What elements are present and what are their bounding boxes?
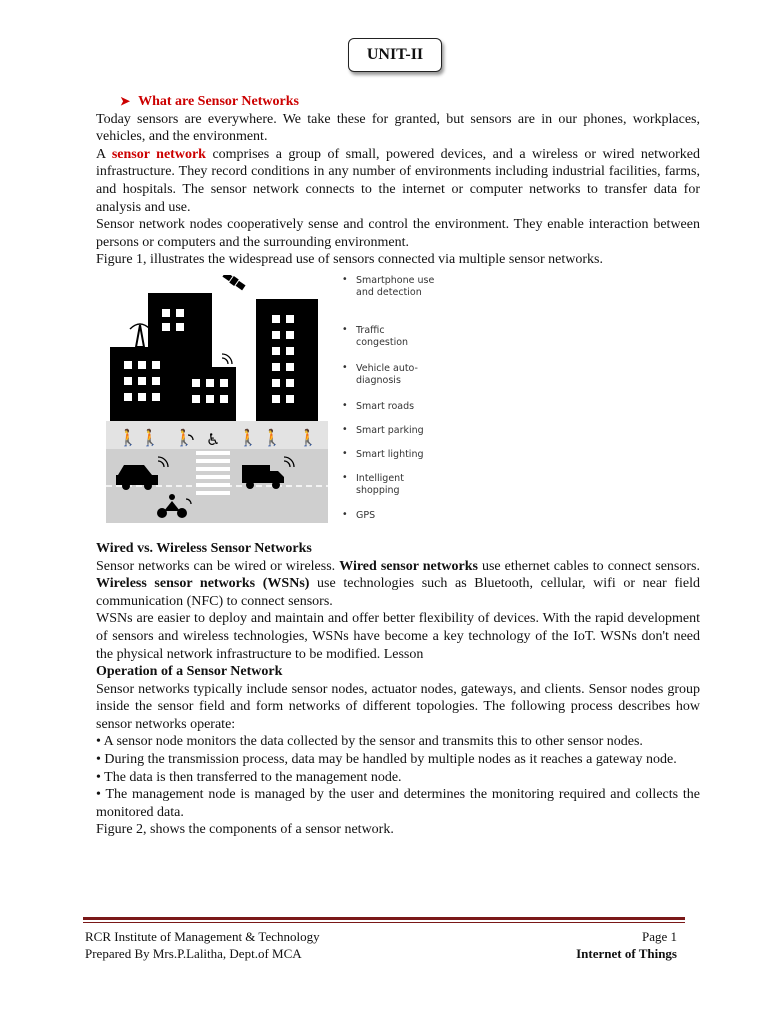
list-item: • Smartphone use and detection [342, 275, 436, 325]
page-footer [85, 928, 677, 962]
footer-subject: Internet of Things [576, 946, 677, 961]
list-item: • Intelligent shopping [342, 473, 436, 510]
svg-text:🚶: 🚶 [118, 427, 138, 447]
svg-text:🚶: 🚶 [140, 427, 160, 447]
figure-1-use-list [342, 275, 436, 524]
figure-1 [96, 275, 700, 540]
bullet-item: • The data is then transferred to the management node. [96, 769, 700, 787]
footer-institute: RCR Institute of Management & Technology [85, 929, 320, 944]
bullet-item: • During the transmission process, data may be handled by multiple nodes as it reaches a gateway node. [96, 751, 700, 769]
section-heading-operation: Operation of a Sensor Network [96, 664, 283, 680]
paragraph-definition: A sensor network comprises a group of small, powered devices, and a wireless or wired networked infrastructure. They record conditions in any number of environments including industrial facilities, farms, and hospitals. The sensor network connects to the internet or computer networks to transfer data for analysis and use. [96, 146, 700, 215]
list-item: • Vehicle auto-diagnosis [342, 363, 436, 401]
section-heading-wired-wireless: Wired vs. Wireless Sensor Networks [96, 540, 312, 556]
list-item: • Smart lighting [342, 449, 436, 473]
svg-text:🚶: 🚶 [238, 427, 258, 447]
arrow-bullet-icon: ➤ [120, 94, 131, 108]
section-heading-sensor-networks [120, 93, 700, 111]
main-content [96, 93, 700, 839]
footer-divider [83, 917, 685, 920]
list-item: • Smart parking [342, 425, 436, 449]
svg-text:🚶: 🚶 [298, 427, 318, 447]
smart-city-illustration [106, 275, 346, 540]
paragraph-wired-wireless: Sensor networks can be wired or wireless. Wired sensor networks use ethernet cables to connect sensors. Wireless sensor networks (WSNs) use technologies such as Bluetooth, cellular, wifi or near field communication (NFC) to connect sensors. [96, 558, 701, 609]
paragraph-figure1-ref: Figure 1, illustrates the widespread use of sensors connected via multiple sensor networks. [96, 252, 603, 268]
list-item: • Traffic congestion [342, 325, 436, 363]
paragraph-figure2-ref: Figure 2, shows the components of a sensor network. [96, 822, 394, 838]
footer-page-number: Page 1 [641, 929, 677, 944]
footer-prepared-by: Prepared By Mrs.P.Lalitha, Dept.of MCA [85, 946, 302, 961]
svg-text:♿: ♿ [206, 429, 221, 449]
list-item: • GPS [342, 510, 436, 524]
svg-text:🚶: 🚶 [174, 427, 194, 447]
bullet-item: • A sensor node monitors the data collected by the sensor and transmits this to other sensor nodes. [96, 733, 700, 751]
paragraph-wsn-benefits: WSNs are easier to deploy and maintain and offer better flexibility of devices. With the rapid development of sensors and wireless technologies, WSNs have become a key technology of the IoT. WSNs don't need the physical network infrastructure to be modified. Lesson [96, 611, 700, 662]
bullet-item: • The management node is managed by the user and determines the monitoring required and collects the monitored data. [96, 786, 700, 821]
list-item: • Smart roads [342, 401, 436, 425]
sensor-network-term: sensor network [111, 146, 206, 162]
paragraph-intro: Today sensors are everywhere. We take these for granted, but sensors are in our phones, workplaces, vehicles, and the environment. [96, 111, 700, 145]
unit-title: UNIT-II [348, 38, 442, 72]
paragraph-cooperation: Sensor network nodes cooperatively sense and control the environment. They enable interaction between persons or computers and the surrounding environment. [96, 217, 700, 250]
section-heading-text: What are Sensor Networks [138, 94, 299, 109]
svg-text:🚶: 🚶 [262, 427, 282, 447]
footer-divider-thin [83, 922, 685, 923]
paragraph-operation: Sensor networks typically include sensor nodes, actuator nodes, gateways, and clients. Sensor nodes group inside the sensor field and form networks of different topologies. The following process describes how sensor networks operate: [96, 681, 700, 732]
